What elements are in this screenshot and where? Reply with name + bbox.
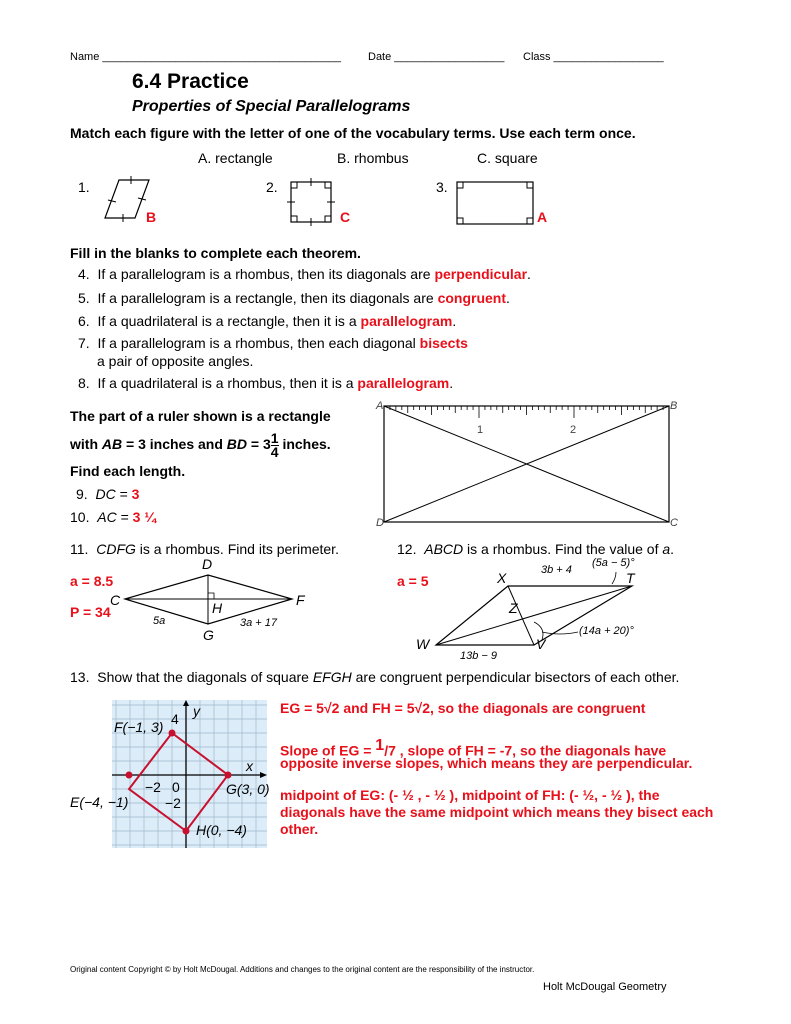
- ruler-tick-label: 1: [477, 424, 484, 436]
- answer-10: 3 ¼: [132, 509, 157, 525]
- theorem-answer: bisects: [419, 335, 468, 351]
- axis-label-x: x: [246, 758, 253, 774]
- answer-12: a = 5: [397, 573, 429, 589]
- theorem-answer: congruent: [437, 290, 507, 306]
- match-instructions: Match each figure with the letter of one of the vocabulary terms. Use each term once.: [70, 125, 636, 141]
- tick-label-0: 0: [172, 779, 180, 795]
- point-label-e: E(−4, −1): [70, 794, 129, 810]
- label-f: F: [296, 592, 305, 608]
- theorem-answer: parallelogram: [360, 313, 453, 329]
- square-figure: [289, 180, 335, 226]
- match-item-number: 1.: [78, 179, 90, 195]
- tick-label-4: 4: [171, 711, 179, 727]
- angle-label-t: (5a − 5)°: [592, 557, 635, 569]
- edge-label-wv: 13b − 9: [460, 650, 498, 662]
- label-d: D: [202, 556, 213, 572]
- ruler-vertex-c: C: [670, 517, 678, 529]
- rectangle-figure: [455, 180, 535, 226]
- book-title: Holt McDougal Geometry: [543, 981, 667, 993]
- answer-13-slope-line2: opposite inverse slopes, which means they are perpendicular.: [280, 755, 693, 771]
- find-lengths: Find each length.: [70, 463, 186, 479]
- label-c: C: [110, 592, 121, 608]
- fraction: $\frac{1}{4}$: [270, 429, 279, 460]
- answer-9: 3: [131, 486, 140, 502]
- question-9: 9. DC = 3: [76, 486, 140, 502]
- label-z: Z: [509, 600, 518, 616]
- ruler-prompt: The part of a ruler shown is a rectangle: [70, 408, 331, 424]
- label-v: V: [536, 636, 546, 652]
- theorem-item: 6. If a quadrilateral is a rectangle, then it is a parallelogram.: [78, 313, 457, 329]
- question-12: 12. ABCD is a rhombus. Find the value of a.: [397, 541, 675, 557]
- page-title: 6.4 Practice: [132, 70, 249, 93]
- term-rectangle: A. rectangle: [198, 150, 273, 166]
- ruler-vertex-b: B: [670, 400, 678, 412]
- answer-13-midpoint: midpoint of EG: (- ½ , - ½ ), midpoint of FH: (- ½, - ½ ), the: [280, 787, 660, 803]
- theorem-item: 7. If a parallelogram is a rhombus, then each diagonal bisects: [78, 335, 468, 351]
- angle-label-v: (14a + 20)°: [579, 625, 634, 637]
- match-item-number: 2.: [266, 179, 278, 195]
- theorem-item-line2: a pair of opposite angles.: [97, 353, 254, 369]
- label-x: X: [497, 570, 507, 586]
- theorem-answer: parallelogram: [357, 375, 450, 391]
- answer-13-midpoint-line3: other.: [280, 821, 319, 837]
- match-answer: C: [340, 209, 351, 225]
- question-13: 13. Show that the diagonals of square EFGH are congruent perpendicular bisectors of each other.: [70, 669, 680, 685]
- term-square: C. square: [477, 150, 538, 166]
- match-answer: A: [537, 209, 548, 225]
- answer-11-a: a = 8.5: [70, 573, 114, 589]
- class-field-label: Class __________________: [523, 51, 664, 63]
- ruler-tick-label: 2: [570, 424, 577, 436]
- copyright-notice: Original content Copyright © by Holt McDougal. Additions and changes to the original content are the responsibility of the instructor.: [70, 965, 535, 974]
- ruler-vertex-d: D: [376, 517, 384, 529]
- axis-label-y: y: [193, 703, 200, 719]
- label-g: G: [203, 627, 214, 643]
- theorem-item: 5. If a parallelogram is a rectangle, then its diagonals are congruent.: [78, 290, 510, 306]
- point-label-h: H(0, −4): [196, 822, 247, 838]
- name-field-label: Name _______________________________________: [70, 51, 341, 63]
- term-rhombus: B. rhombus: [337, 150, 409, 166]
- question-11: 11. CDFG is a rhombus. Find its perimeter.: [70, 541, 339, 557]
- edge-label-gf: 3a + 17: [240, 617, 278, 629]
- question-10: 10. AC = 3 ¼: [70, 509, 157, 525]
- answer-13-slope: Slope of EG = $^1$/7 , slope of FH = -7, so the diagonals have: [280, 737, 667, 759]
- edge-label-xt: 3b + 4: [541, 564, 572, 576]
- label-h: H: [212, 600, 223, 616]
- answer-13-congruent: EG = 5√2 and FH = 5√2, so the diagonals are congruent: [280, 700, 646, 716]
- edge-label-cg: 5a: [153, 615, 166, 627]
- match-answer: B: [146, 209, 157, 225]
- label-w: W: [416, 636, 430, 652]
- fill-instructions: Fill in the blanks to complete each theorem.: [70, 245, 361, 261]
- answer-11-p: P = 34: [70, 604, 111, 620]
- answer-13-midpoint-line2: diagonals have the same midpoint which means they bisect each: [280, 804, 714, 820]
- match-item-number: 3.: [436, 179, 448, 195]
- date-field-label: Date __________________: [368, 51, 505, 63]
- ruler-diagram: [373, 398, 683, 534]
- page-subtitle: Properties of Special Parallelograms: [132, 98, 411, 115]
- point-label-f: F(−1, 3): [114, 719, 164, 735]
- theorem-item: 8. If a quadrilateral is a rhombus, then it is a parallelogram.: [78, 375, 454, 391]
- ruler-vertex-a: A: [376, 400, 384, 412]
- theorem-answer: perpendicular: [434, 266, 528, 282]
- point-label-g: G(3, 0): [226, 781, 270, 797]
- tick-label-x-neg2: −2: [145, 779, 161, 795]
- ruler-given: with AB = 3 inches and BD = 3 $\frac{1}{4}$ inches.: [70, 429, 331, 460]
- theorem-item: 4. If a parallelogram is a rhombus, then its diagonals are perpendicular.: [78, 266, 531, 282]
- tick-label-y-neg2: −2: [165, 795, 181, 811]
- label-t: T: [626, 570, 635, 586]
